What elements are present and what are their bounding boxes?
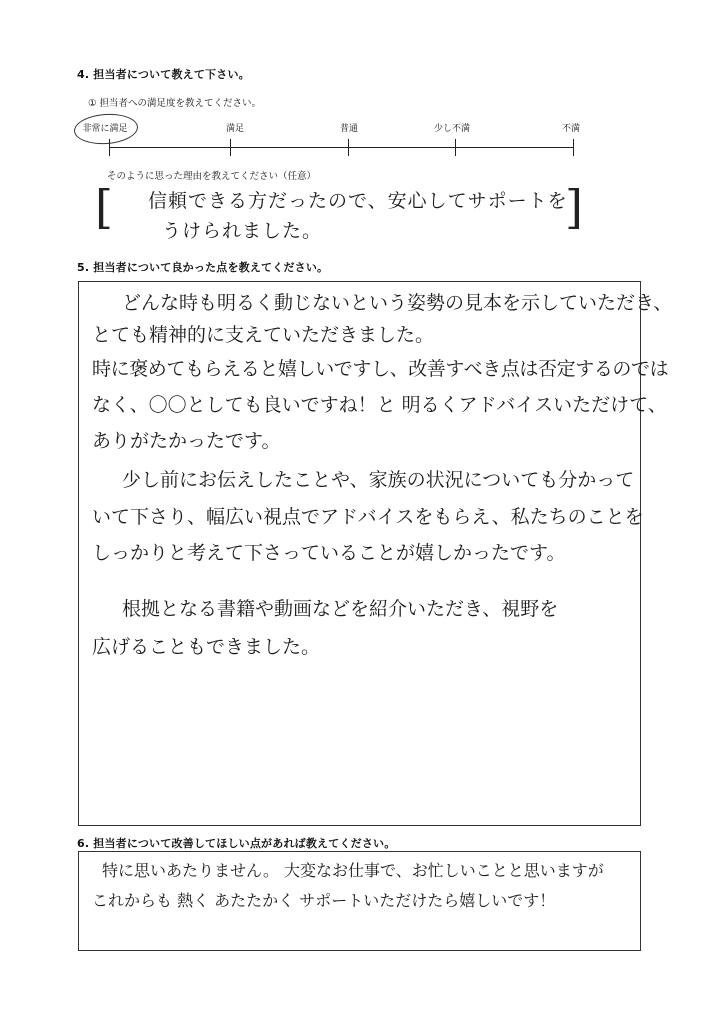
scale-option-neutral[interactable]: 普通 <box>339 124 359 134</box>
scale-option-satisfied[interactable]: 満足 <box>225 124 245 134</box>
q5-answer-line-2: とても精神的に支えていただきました。 <box>92 324 435 346</box>
reason-left-bracket: [ <box>95 180 113 234</box>
selected-circle-mark <box>73 112 139 146</box>
q5-answer-line-8: しっかりと考えて下さっていることが嬉しかったです。 <box>92 542 566 564</box>
scale-option-very-satisfied[interactable]: 非常に満足 <box>82 124 128 134</box>
q5-answer-line-1: どんな時も明るく動じないという姿勢の見本を示していただき、 <box>122 292 673 314</box>
q4-satisfaction-prompt: ① 担当者への満足度を教えてください。 <box>88 98 262 109</box>
scale-line <box>109 147 574 148</box>
scale-option-dissatisfied[interactable]: 不満 <box>561 124 581 134</box>
q5-title: 5. 担当者について良かった点を教えてください。 <box>77 261 329 274</box>
scale-tick-2 <box>230 139 231 156</box>
q6-title: 6. 担当者について改善してほしい点があれば教えてください。 <box>77 837 396 850</box>
scale-option-slightly-dissatisfied[interactable]: 少し不満 <box>433 124 471 134</box>
scale-tick-3 <box>348 139 349 156</box>
q5-answer-line-5: ありがたかったです。 <box>92 430 281 452</box>
q4-answer-line-2: うけられました。 <box>162 220 323 242</box>
q5-answer-line-10: 広げることもできました。 <box>92 636 321 658</box>
q6-answer-line-1: 特に思いあたりません。 大変なお仕事で、お忙しいことと思いますが <box>102 861 604 880</box>
q4-title: 4. 担当者について教えて下さい。 <box>77 68 250 81</box>
q5-answer-line-7: いて下さり、幅広い視点でアドバイスをもらえ、私たちのことを <box>92 506 644 528</box>
scale-tick-5 <box>573 139 574 156</box>
q4-answer-line-1: 信頼できる方だったので、安心してサポートを <box>148 190 568 212</box>
reason-right-bracket: ] <box>565 180 583 234</box>
q5-answer-line-6: 少し前にお伝えしたことや、家族の状況についても分かって <box>122 469 635 491</box>
q5-answer-line-4: なく、〇〇としても良いですね！と 明るくアドバイスいただけて、 <box>92 394 667 416</box>
q5-answer-line-3: 時に褒めてもらえると嬉しいですし、改善すべき点は否定するのでは <box>92 358 669 380</box>
q5-answer-line-9: 根拠となる書籍や動画などを紹介いただき、視野を <box>122 598 559 620</box>
q4-reason-label: そのように思った理由を教えてください（任意） <box>107 171 317 182</box>
q6-answer-line-2: これからも 熱く あたたかく サポートいただけたら嬉しいです！ <box>92 891 556 910</box>
scale-tick-4 <box>455 139 456 156</box>
